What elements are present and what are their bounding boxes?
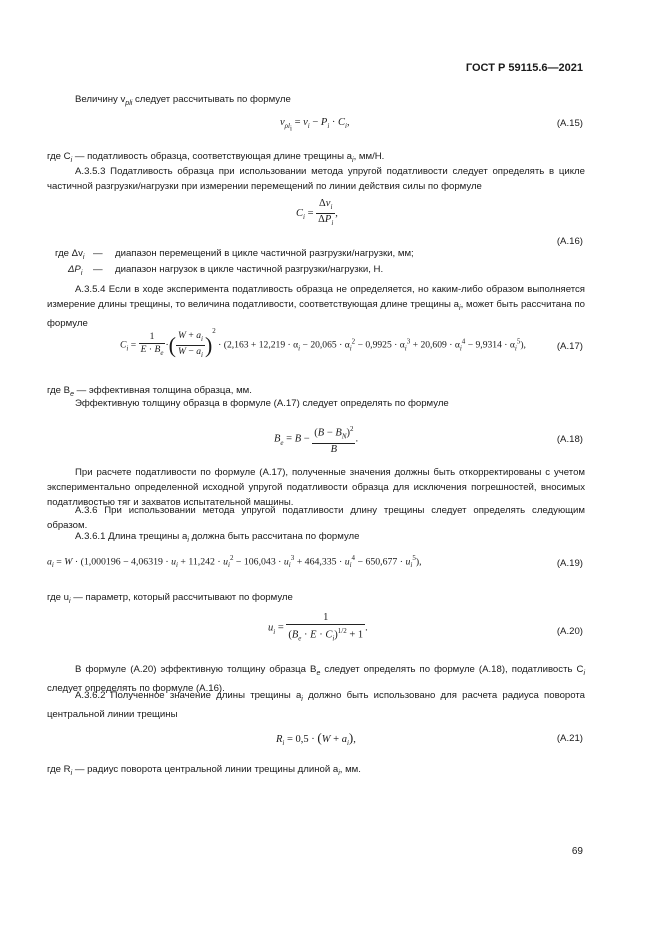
paragraph-p2: где $C_i$ — податливость образца, соответствующая длине трещины $a_i$, мм/Н. — [47, 151, 385, 164]
formula-a17: $C_i$ = $\frac{1}{E \cdot B_e}$ ·( $\frac{W + a_i}{W - a_i}$ )$^2 \cdot (2,163 + 12,219 \cdot \alpha_i - 20,065 \cdot \alpha_i^2 - 0,9925 \cdot \alpha_i^3 + 20,609 \cdot \alpha_i^4 - 9,9314 \cdot \alpha_i^5)$, — [120, 327, 526, 359]
formula-label-a15: (А.15) — [556, 118, 583, 129]
formula-label-a18: (А.18) — [556, 434, 583, 445]
formula-label-a21: (А.21) — [556, 733, 583, 744]
paragraph-p6: Эффективную толщину образца в формуле (А.17) следует определять по формуле — [75, 398, 449, 409]
definition-dash: — — [93, 264, 103, 275]
paragraph-p10: где $u_i$ — параметр, который рассчитывают по формуле — [47, 592, 293, 605]
formula-a21: $R_i = 0,5 \cdot (W + a_i)$, — [276, 730, 356, 748]
paragraph-p7: При расчете податливости по формуле (А.17), полученные значения должны быть откорректированы с учетом экспериментально определенной исходной упругой податливости образца для исключения погрешностей, вносимых податливостью тяг и захватов испытательной машины. — [47, 467, 585, 508]
definition-dv: где $\Delta v_i$ — [55, 248, 85, 261]
paragraph-p13: где $R_i$ — радиус поворота центральной линии трещины длиной $a_i$, мм. — [47, 764, 361, 777]
formula-a16: $C_i$ = $\frac{\Delta v_i}{\Delta P_i}$ , — [296, 198, 338, 228]
formula-a18: $B_e = B$ − $\frac{(B - B_N)^2}{B}$ . — [274, 425, 359, 455]
paragraph-p5: где $B_e$ — эффективная толщина образца, мм. — [47, 385, 252, 398]
formula-label-a16: (А.16) — [556, 236, 583, 247]
definition-dp: $\Delta P_i$ — [68, 264, 83, 277]
formula-a20: $u_i$ = $\frac{1}{(B_e \cdot E \cdot C_i)^{1/2} + 1}$ . — [268, 612, 368, 643]
standard-header: ГОСТ Р 59115.6—2021 — [465, 62, 583, 74]
paragraph-p11: В формуле (А.20) эффективную толщину образца $B_e$ следует определять по формуле (А.18), податливость $C_i$ следует определять по формуле (А.16). — [47, 664, 585, 694]
formula-a19: $a_i = W \cdot (1,000196 - 4,06319 \cdot u_i + 11,242 \cdot u_i^2 - 106,043 \cdot u_i^3 + 464,335 \cdot u_i^4 - 650,677 \cdot u_i^5)$, — [47, 554, 422, 570]
page-number: 69 — [571, 846, 583, 857]
formula-a15: $v_{\rho l_i} = v_i - P_i \cdot C_i$, — [280, 117, 350, 133]
definition-text: диапазон перемещений в цикле частичной разгрузки/нагрузки, мм; — [115, 248, 414, 259]
paragraph-p3: А.3.5.3 Податливость образца при использовании метода упругой податливости следует определять в цикле частичной разгрузки/нагрузки при измерении перемещений по линии действия силы по формуле — [47, 166, 585, 192]
paragraph-p9: А.3.6.1 Длина трещины $a_i$ должна быть рассчитана по формуле — [75, 531, 360, 544]
formula-label-a17: (А.17) — [556, 341, 583, 352]
formula-label-a19: (А.19) — [556, 558, 583, 569]
formula-label-a20: (А.20) — [556, 626, 583, 637]
definition-dash: — — [93, 248, 103, 259]
definition-text: диапазон нагрузок в цикле частичной разгрузки/нагрузки, Н. — [115, 264, 384, 275]
paragraph-p4: А.3.5.4 Если в ходе эксперимента податливость образца не определяется, но каким-либо образом выполняется измерение длины трещины, то величина податливости, соответствующая длине трещины $a_i$, может быть рассчитана по формуле — [47, 284, 585, 329]
paragraph-p1: Величину $v_{pli}$ следует рассчитывать по формуле — [75, 94, 291, 107]
paragraph-p8: А.3.6 При использовании метода упругой податливости длину трещины следует определять следующим образом. — [47, 505, 585, 531]
paragraph-p12: А.3.6.2 Полученное значение длины трещины $a_i$ должно быть использовано для расчета радиуса поворота центральной линии трещины — [47, 690, 585, 720]
